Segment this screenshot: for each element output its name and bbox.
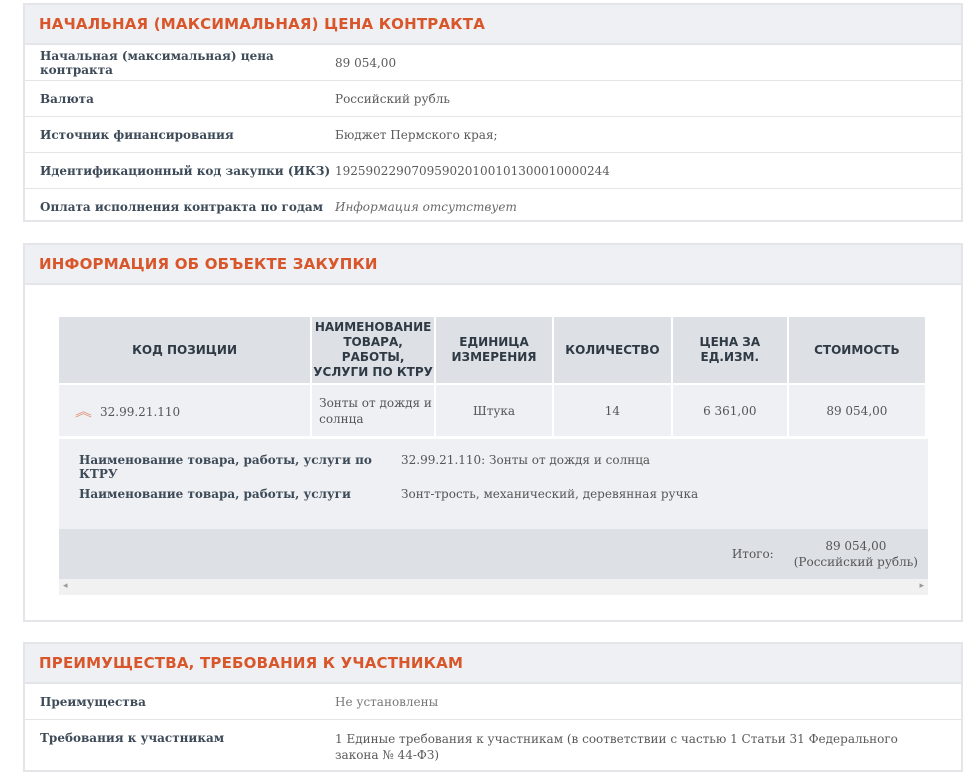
info-row — [25, 153, 961, 189]
column-header-unit: ЕДИНИЦА ИЗМЕРЕНИЯ — [436, 317, 552, 383]
section-title: ИНФОРМАЦИЯ ОБ ОБЪЕКТЕ ЗАКУПКИ — [25, 245, 961, 285]
cell-cost: 89 054,00 — [789, 385, 925, 436]
info-row — [25, 189, 961, 224]
cell-code — [59, 385, 310, 436]
row-label: Начальная (максимальная) цена контракта — [40, 48, 274, 77]
row-value: 192590229070959020100101300010000244 — [335, 163, 610, 178]
detail-row — [79, 487, 928, 521]
section-title: НАЧАЛЬНАЯ (МАКСИМАЛЬНАЯ) ЦЕНА КОНТРАКТА — [25, 5, 961, 45]
chevron-up-double-icon[interactable]: ︽ — [75, 405, 92, 420]
total-row — [59, 529, 928, 579]
cell-unit: Штука — [436, 385, 552, 436]
total-amount: 89 054,00 — [825, 539, 887, 553]
cell-name: Зонты от дождя и солнца — [312, 385, 434, 436]
section-contract-price — [23, 3, 963, 222]
detail-value: 32.99.21.110: Зонты от дождя и солнца — [401, 453, 651, 467]
total-value — [794, 538, 918, 570]
section-requirements — [23, 642, 963, 772]
row-value: Не установлены — [335, 694, 439, 709]
detail-value: Зонт-трость, механический, деревянная ручка — [401, 487, 699, 501]
total-currency: (Российский рубль) — [793, 555, 918, 569]
horizontal-scrollbar[interactable] — [59, 579, 928, 595]
info-row — [25, 117, 961, 153]
info-row — [25, 684, 961, 720]
row-value: Бюджет Пермского края; — [335, 127, 498, 142]
row-value: 89 054,00 — [335, 55, 397, 70]
detail-row — [79, 453, 928, 487]
info-row — [25, 45, 961, 81]
row-label: Валюта — [40, 91, 94, 106]
info-row — [25, 81, 961, 117]
column-header-price: ЦЕНА ЗА ЕД.ИЗМ. — [673, 317, 787, 383]
detail-label: Наименование товара, работы, услуги по КТРУ — [79, 453, 372, 481]
cell-price: 6 361,00 — [673, 385, 787, 436]
table-row — [59, 385, 925, 436]
row-label: Идентификационный код закупки (ИКЗ) — [40, 163, 331, 178]
row-label: Требования к участникам — [40, 731, 225, 745]
column-header-code: КОД ПОЗИЦИИ — [59, 317, 310, 383]
row-value: 1 Единые требования к участникам (в соответствии с частью 1 Статьи 31 Федерального закона № 44-ФЗ) — [335, 732, 898, 762]
row-value: Российский рубль — [335, 91, 450, 106]
total-label: Итого: — [731, 547, 774, 561]
column-header-qty: КОЛИЧЕСТВО — [554, 317, 671, 383]
detail-label: Наименование товара, работы, услуги — [79, 487, 351, 501]
scroll-left-icon[interactable]: ◂ — [63, 581, 68, 591]
cell-qty: 14 — [554, 385, 671, 436]
section-procurement-object — [23, 243, 963, 622]
row-label: Преимущества — [40, 694, 146, 709]
section-title: ПРЕИМУЩЕСТВА, ТРЕБОВАНИЯ К УЧАСТНИКАМ — [25, 644, 961, 684]
column-header-name: НАИМЕНОВАНИЕ ТОВАРА, РАБОТЫ, УСЛУГИ ПО КТРУ — [312, 317, 434, 383]
code-text: 32.99.21.110 — [100, 405, 181, 419]
info-row — [25, 720, 961, 763]
row-details — [59, 439, 928, 529]
scroll-right-icon[interactable]: ▸ — [919, 581, 924, 591]
column-header-cost: СТОИМОСТЬ — [789, 317, 925, 383]
items-table-wrapper — [59, 315, 928, 595]
row-value: Информация отсутствует — [335, 199, 517, 214]
row-label: Источник финансирования — [40, 127, 234, 142]
items-table — [57, 315, 927, 438]
row-label: Оплата исполнения контракта по годам — [40, 199, 324, 214]
